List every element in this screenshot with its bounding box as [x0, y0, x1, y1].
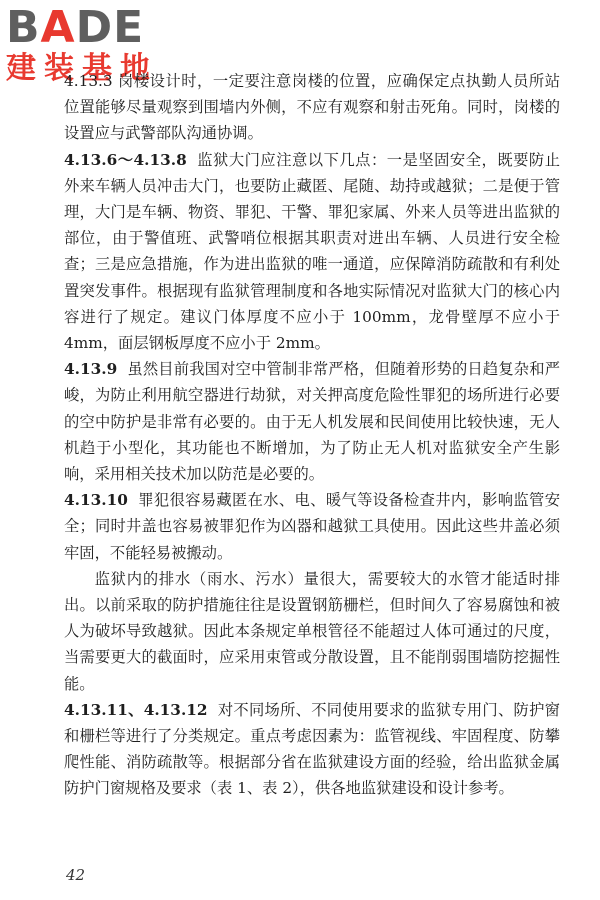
paragraph-4-13-11-12 — [64, 697, 560, 802]
paragraph-text: 4.13.3 岗楼设计时，一定要注意岗楼的位置，应确保定点执勤人员所站位置能够尽量观察到围墙内外侧，不应有观察和射击死角。同时，岗楼的设置应与武警部队沟通协调。 — [64, 72, 560, 143]
clause-number: 4.13.10 — [64, 491, 128, 510]
paragraph-drainage — [64, 566, 560, 697]
logo-wordmark: BADE — [6, 2, 145, 53]
logo-subtitle: 建装基地 — [6, 51, 158, 86]
clause-number: 4.13.6～4.13.8 — [64, 150, 187, 169]
paragraph-text: 监狱内的排水（雨水、污水）量很大，需要较大的水管才能适时排出。以前采取的防护措施往往是设置钢筋栅栏，但时间久了容易腐蚀和被人为破坏导致越狱。因此本条规定单根管径不能超过人体可通过的尺度，当需要更大的截面时，应采用束管或分散设置，且不能削弱围墙防挖掘性能。 — [64, 569, 560, 693]
paragraph-text: 虽然目前我国对空中管制非常严格，但随着形势的日趋复杂和严峻，为防止利用航空器进行劫狱，对关押高度危险性罪犯的场所进行必要的空中防护是非常有必要的。由于无人机发展和民间使用比较快速，无人机趋于小型化，其功能也不断增加，为了防止无人机对监狱安全产生影响，采用相关技术加以防范是必要的。 — [64, 360, 560, 484]
paragraph-4-13-6-8 — [64, 147, 560, 357]
paragraph-text: 罪犯很容易藏匿在水、电、暖气等设备检查井内，影响监管安全；同时井盖也容易被罪犯作为凶器和越狱工具使用。因此这些井盖必须牢固，不能轻易被搬动。 — [64, 491, 560, 562]
document-body — [64, 68, 560, 802]
paragraph-4-13-3 — [64, 68, 560, 147]
clause-number: 4.13.9 — [64, 360, 118, 379]
paragraph-4-13-10 — [64, 487, 560, 566]
paragraph-text: 监狱大门应注意以下几点：一是坚固安全，既要防止外来车辆人员冲击大门，也要防止藏匿、尾随、劫持或越狱；二是便于管理，大门是车辆、物资、罪犯、干警、罪犯家属、外来人员等进出监狱的部位，由于警值班、武警哨位根据其职责对进出车辆、人员进行安全检查；三是应急措施，作为进出监狱的唯一通道，应保障消防疏散和有利处置突发事件。根据现有监狱管理制度和各地实际情况对监狱大门的核心内容进行了规定。建议门体厚度不应小于 100mm，龙骨壁厚不应小于 4mm，面层钢板厚度不应小于 2mm。 — [64, 150, 560, 353]
clause-number: 4.13.11、4.13.12 — [64, 700, 208, 719]
paragraph-text: 对不同场所、不同使用要求的监狱专用门、防护窗和栅栏等进行了分类规定。重点考虑因素为：监管视线、牢固程度、防攀爬性能、消防疏散等。根据部分省在监狱建设方面的经验，给出监狱金属防护门窗规格及要求（表 1、表 2），供各地监狱建设和设计参考。 — [64, 700, 560, 798]
page-number: 42 — [66, 866, 86, 884]
paragraph-4-13-9 — [64, 356, 560, 487]
